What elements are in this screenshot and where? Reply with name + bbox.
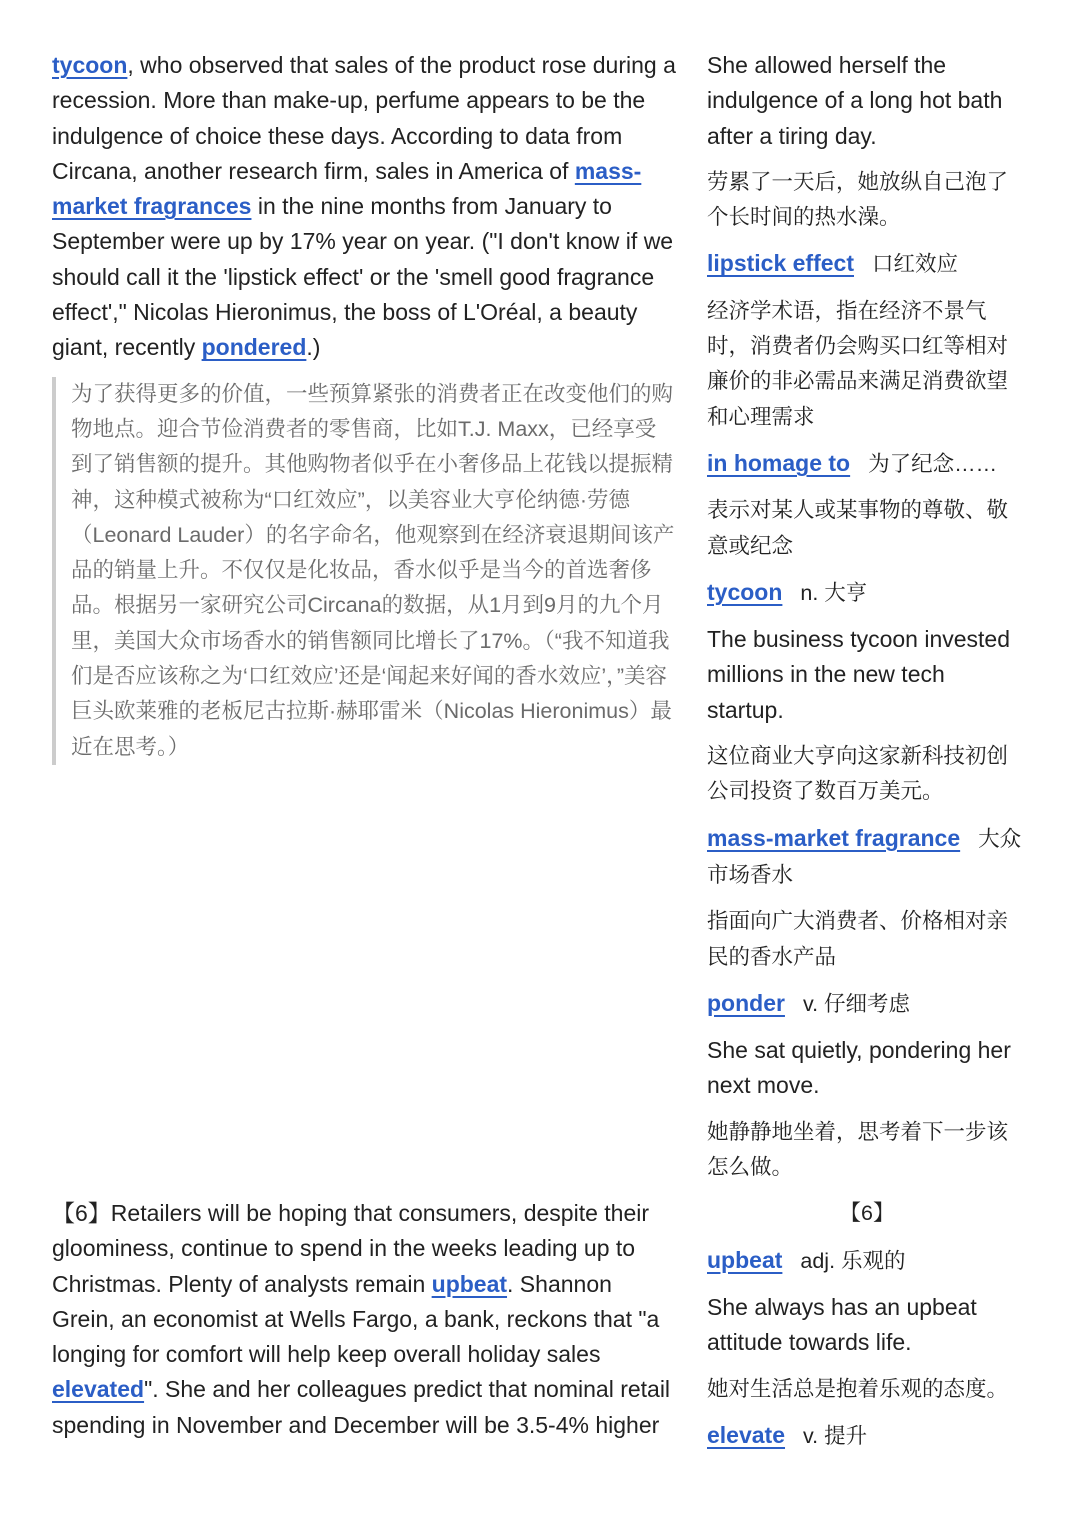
paragraph-5-english [52, 48, 677, 366]
vocab-gloss: n. 大亨 [800, 580, 868, 605]
vocab-entry [707, 821, 1027, 975]
vocab-term-link[interactable]: upbeat [707, 1246, 783, 1273]
text-run: in the nine months from January to September were up by 17% year on year. ("I don't know if we should call it the 'lipstick effect' or the 'smell good fragrance effect'," Nicolas Hieronimus, the boss of L'Oréal, a beauty giant, recently [52, 193, 674, 361]
text-run: , who observed that sales of the product rose during a recession. More than make-up, perfume appears to be the indulgence of choice these days. According to data from Circana, another research firm, sales in America of [52, 52, 676, 184]
vocab-gloss: adj. 乐观的 [800, 1248, 906, 1273]
text-run: 【6】Retailers will be hoping that consumers, despite their gloominess, continue to spend in the weeks leading up to Christmas. Plenty of analysts remain [52, 1200, 650, 1297]
indulgence-example-zh: 劳累了一天后，她放纵自己泡了个长时间的热水澡。 [707, 169, 1009, 230]
vocab-term-link[interactable]: tycoon [707, 578, 783, 605]
vocab-gloss: 大众市场香水 [707, 826, 1022, 887]
paragraph-6-container [52, 1196, 677, 1443]
vocab-term-link[interactable]: in homage to [707, 449, 851, 476]
keyword-link[interactable]: upbeat [431, 1270, 508, 1297]
section-label: 【6】 [839, 1201, 895, 1226]
article-column [52, 48, 677, 765]
vocab-definition: 表示对某人或某事物的尊敬、敬意或纪念 [707, 498, 1009, 558]
vocab-example-zh: 她静静地坐着，思考着下一步该怎么做。 [707, 1119, 1009, 1180]
vocab-definition: 指面向广大消费者、价格相对亲民的香水产品 [707, 909, 1009, 969]
vocab-gloss: 为了纪念…… [868, 451, 998, 476]
vocab-definition: 经济学术语，指在经济不景气时，消费者仍会购买口红等相对廉价的非必需品来满足消费欲望和心理需求 [707, 298, 1009, 429]
vocab-example-en: The business tycoon invested millions in the new tech startup. [707, 626, 1011, 723]
indulgence-example-en: She allowed herself the indulgence of a long hot bath after a tiring day. [707, 52, 1003, 149]
vocab-term-link[interactable]: ponder [707, 989, 785, 1016]
keyword-link[interactable]: mass-market fragrances [52, 157, 642, 220]
keyword-link[interactable]: elevated [52, 1376, 145, 1403]
vocab-example-en: She sat quietly, pondering her next move. [707, 1037, 1011, 1099]
keyword-link[interactable]: pondered [201, 334, 307, 361]
paragraph-6-english [52, 1196, 677, 1443]
vocab-entry [707, 986, 1027, 1185]
vocab-example-zh: 这位商业大亨向这家新科技初创公司投资了数百万美元。 [707, 744, 1009, 804]
vocab-entry [707, 1243, 1027, 1407]
vocab-entry [707, 246, 1027, 434]
vocab-entry [707, 1418, 1027, 1454]
vocab-entry [707, 575, 1027, 810]
vocab-gloss: 口红效应 [872, 252, 959, 277]
translation-blockquote: 为了获得更多的价值，一些预算紧张的消费者正在改变他们的购物地点。迎合节俭消费者的零售商，比如T.J. Maxx，已经享受到了销售额的提升。其他购物者似乎在小奢侈品上花钱以提振精神，这种模式被称为“口红效应”，以美容业大亨伦纳德·劳德（Leonard Lauder）的名字命名，他观察到在经济衰退期间该产品的销量上升。不仅仅是化妆品，香水似乎是当今的首选奢侈品。根据另一家研究公司Circana的数据，从1月到9月的九个月里，美国大众市场香水的销售额同比增长了17%。（“我不知道我们是否应该称之为‘口红效应’还是‘闻起来好闻的香水效应’，”美容巨头欧莱雅的老板尼古拉斯·赫耶雷米（Nicolas Hieronimus）最近在思考。） [52, 377, 677, 765]
vocab-example-en: She always has an upbeat attitude towards life. [707, 1293, 977, 1356]
vocab-gloss: v. 仔细考虑 [802, 991, 911, 1016]
vocab-entry [707, 446, 1027, 564]
vocab-term-link[interactable]: lipstick effect [707, 250, 854, 277]
vocab-term-link[interactable]: elevate [707, 1421, 786, 1448]
vocab-term-link[interactable]: mass-market fragrance [707, 824, 961, 851]
text-run: . Shannon Grein, an economist at Wells Fargo, a bank, reckons that "a longing for comfort will help keep overall holiday sales [52, 1270, 660, 1368]
text-run: .) [306, 334, 321, 361]
vocab-gloss: v. 提升 [803, 1423, 868, 1448]
keyword-link[interactable]: tycoon [52, 52, 128, 78]
vocab-example-zh: 她对生活总是抱着乐观的态度。 [707, 1376, 1009, 1401]
text-run: ". She and her colleagues predict that nominal retail spending in November and December will be 3.5-4% higher [52, 1376, 671, 1438]
vocabulary-column [707, 48, 1027, 1465]
